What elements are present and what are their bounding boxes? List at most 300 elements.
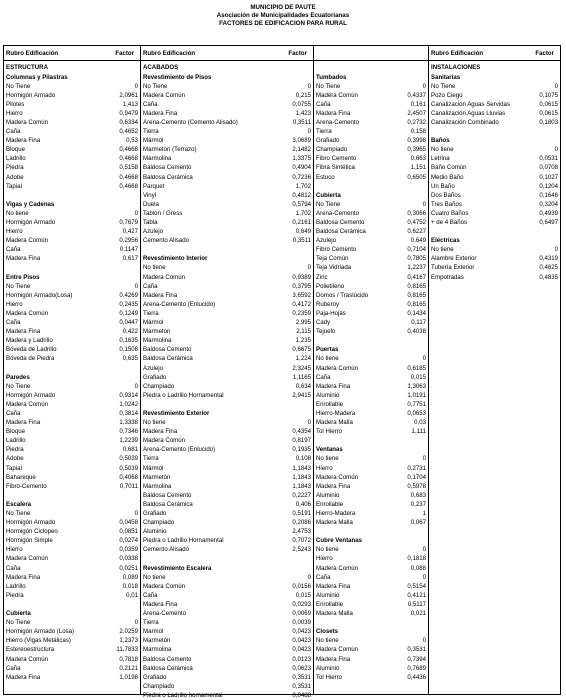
item-name: Madera Fina (6, 328, 41, 336)
table-row (143, 282, 311, 291)
table-row (6, 327, 138, 336)
item-factor: 0,237 (410, 500, 426, 508)
item-factor: 2,0961 (119, 91, 138, 99)
item-name: Madera Malla (316, 419, 353, 427)
table-row (316, 382, 426, 391)
item-name: Canalización Aguas Servidas (431, 100, 510, 108)
item-name: Tol Hierro (316, 428, 343, 436)
item-name: Estereoestructura (6, 646, 55, 654)
item-name: Marmolina (143, 155, 172, 163)
section-title: Sanitarias (431, 73, 461, 81)
item-name: Teja Común (316, 255, 349, 263)
item-factor: 0,635 (122, 355, 138, 363)
table-row (6, 454, 138, 463)
table-row (6, 136, 138, 145)
table-row (316, 254, 426, 263)
item-name: Azulejo (316, 237, 336, 245)
section-spacer (431, 227, 558, 236)
item-factor: 0,8165 (407, 282, 426, 290)
item-factor: 0,3511 (292, 118, 311, 126)
table-row (6, 664, 138, 673)
item-factor: 1,3338 (119, 419, 138, 427)
item-name: Caña (143, 282, 158, 290)
section-spacer (316, 618, 426, 627)
item-factor: 0,9389 (292, 273, 311, 281)
item-name: Madera Común (6, 655, 48, 663)
item-factor: 0,4904 (292, 164, 311, 172)
section-spacer (316, 182, 426, 191)
item-factor: 0,406 (295, 500, 311, 508)
table-row (6, 627, 138, 636)
table-row (143, 582, 311, 591)
table-row (6, 300, 138, 309)
item-name: Madera Común (316, 564, 358, 572)
table-row (6, 518, 138, 527)
item-name: Aluminio (316, 491, 340, 499)
item-factor: 0,5039 (119, 464, 138, 472)
item-factor: 0,1075 (539, 91, 558, 99)
table-row (316, 236, 426, 245)
item-name: Baldosa Cemento (143, 491, 192, 499)
table-row (143, 100, 311, 109)
item-name: Bloque (6, 428, 25, 436)
item-factor: 0,634 (295, 382, 311, 390)
table-row (143, 200, 311, 209)
item-name: Bóveda de Ladrillo (6, 346, 57, 354)
table-row (6, 618, 138, 627)
item-name: Madera Malla (316, 610, 353, 618)
item-name: Champiado (143, 682, 175, 690)
item-factor: 0,649 (295, 228, 311, 236)
table-row (316, 200, 426, 209)
table-row (143, 573, 311, 582)
table-row (143, 464, 311, 473)
table-row (6, 82, 138, 91)
item-factor: 0,7104 (407, 246, 426, 254)
table-row (316, 318, 426, 327)
table-row (316, 655, 426, 664)
column-estructura (4, 46, 141, 694)
table-row (6, 118, 138, 127)
item-name: Champiado (143, 519, 175, 527)
item-factor: 1,3063 (407, 382, 426, 390)
table-row (316, 118, 426, 127)
item-factor: 0,018 (122, 582, 138, 590)
item-name: Ruberoy (316, 300, 340, 308)
section-spacer (6, 364, 138, 373)
item-name: Baldosa Cerámica (316, 228, 366, 236)
table-row (6, 127, 138, 136)
item-name: Hormigón Armado (6, 391, 56, 399)
table-row (316, 300, 426, 309)
table-row (431, 109, 558, 118)
table-row (143, 527, 311, 536)
table-row (6, 673, 138, 682)
item-factor: 0,1027 (539, 173, 558, 181)
table-row (143, 91, 311, 100)
item-factor: 0,4652 (119, 128, 138, 136)
table-row (6, 354, 138, 363)
item-name: Tres Baños (431, 200, 462, 208)
table-row (143, 209, 311, 218)
table-row (6, 436, 138, 445)
item-name: Marmolina (143, 482, 172, 490)
section-spacer (143, 554, 311, 563)
table-row (316, 582, 426, 591)
table-row (316, 473, 426, 482)
item-factor: 0,1635 (119, 337, 138, 345)
item-name: Marmolina (143, 337, 172, 345)
item-name: Tapial (6, 464, 22, 472)
item-name: Aluminio (316, 664, 340, 672)
table-row (6, 645, 138, 654)
item-name: Madera y Ladrillo (6, 337, 53, 345)
item-factor: 0,7818 (119, 655, 138, 663)
item-factor: 0 (422, 455, 426, 463)
table-row (316, 454, 426, 463)
item-factor: 1,702 (295, 182, 311, 190)
item-name: Azulejo (143, 364, 163, 372)
item-name: Teja Vidriada (316, 264, 352, 272)
table-row (143, 482, 311, 491)
item-factor: 0,1249 (119, 309, 138, 317)
table-row (143, 163, 311, 172)
item-name: Madera Común (143, 91, 185, 99)
table-row (316, 163, 426, 172)
item-name: Madera Fina (6, 573, 41, 581)
item-factor: 0 (134, 382, 138, 390)
table-row (431, 173, 558, 182)
item-factor: 0 (422, 355, 426, 363)
item-factor: 0,0458 (119, 519, 138, 527)
item-name: Arena-Cemento (Cemento Alisado) (143, 118, 238, 126)
section-spacer (6, 191, 138, 200)
item-name: Madera Común (143, 437, 185, 445)
item-name: Tapial (6, 182, 22, 190)
table-row (431, 182, 558, 191)
item-name: No tiene (431, 246, 454, 254)
item-factor: 0,5158 (119, 164, 138, 172)
table-row (316, 273, 426, 282)
column-header (4, 46, 140, 61)
table-row (6, 482, 138, 491)
column-body (141, 61, 313, 700)
item-factor: 0,015 (410, 373, 426, 381)
item-name: Hormigón Armado (Losa) (6, 628, 75, 636)
table-row (316, 409, 426, 418)
item-factor: 0,4625 (539, 264, 558, 272)
item-name: Baldosa Cemento (143, 164, 192, 172)
item-factor: 0,3795 (292, 282, 311, 290)
table-row (6, 182, 138, 191)
item-factor: 0,3998 (407, 137, 426, 145)
table-row (316, 518, 426, 527)
item-factor: 2,1482 (292, 146, 311, 154)
item-name: Caña (6, 564, 21, 572)
table-row (6, 218, 138, 227)
table-row (6, 245, 138, 254)
item-name: Madera Fina (316, 582, 351, 590)
table-row (143, 673, 311, 682)
table-row (316, 418, 426, 427)
section-title: Columnas y Pilastras (6, 73, 68, 81)
item-name: Ladrillo (6, 437, 26, 445)
item-factor: 0,0423 (292, 637, 311, 645)
item-name: Bloque (6, 146, 25, 154)
table-row (316, 673, 426, 682)
item-name: Piedra o Ladrillo hornamental (143, 691, 223, 699)
item-name: Tol Hierro (316, 673, 343, 681)
item-name: Caña (6, 319, 21, 327)
item-factor: 0,427 (122, 228, 138, 236)
item-name: Letrina (431, 155, 450, 163)
item-name: Polietileno (316, 282, 345, 290)
section-title: Cubierta (316, 191, 341, 199)
item-name: Hierro-Madera (316, 510, 356, 517)
table-row (143, 336, 311, 345)
table-row (143, 145, 311, 154)
table-row (143, 418, 311, 427)
table-row (143, 600, 311, 609)
column-header-label: Rubro Edificación (431, 49, 484, 57)
table-row (316, 591, 426, 600)
item-name: Cady (316, 319, 331, 327)
table-row (6, 655, 138, 664)
item-factor: 1,0198 (119, 673, 138, 681)
item-name: Alambre Exterior (431, 255, 477, 263)
item-factor: 0,3204 (539, 200, 558, 208)
item-name: Hormigón Armado (6, 219, 56, 226)
item-name: No Tiene (316, 82, 341, 90)
item-name: Baldosa Cerámica (143, 173, 193, 181)
item-factor: 1,151 (410, 164, 426, 172)
item-factor: 2,4753 (292, 528, 311, 536)
factors-table (3, 45, 561, 699)
item-factor: 0,0293 (292, 600, 311, 608)
item-factor: 0,7346 (119, 428, 138, 436)
table-row (316, 91, 426, 100)
item-name: No tiene (143, 264, 166, 272)
table-row (6, 154, 138, 163)
table-row (143, 545, 311, 554)
item-factor: 0 (554, 82, 558, 90)
item-factor: 0,3511 (292, 237, 311, 245)
table-row (143, 273, 311, 282)
section-title: Ventanas (316, 446, 343, 454)
table-row (431, 218, 558, 227)
item-name: Marmolina (143, 646, 172, 654)
table-row (316, 645, 426, 654)
item-factor: 0,4668 (119, 155, 138, 163)
table-row (316, 564, 426, 573)
item-name: Grafiado (143, 373, 167, 381)
item-name: Hierro (6, 228, 23, 236)
item-name: Piedra o Ladrillo Hornamental (143, 537, 224, 545)
item-factor: 0,158 (410, 128, 426, 136)
item-factor: 0,617 (122, 255, 138, 263)
item-factor: 0,0274 (119, 537, 138, 545)
table-row (431, 273, 558, 282)
item-factor: 0,5117 (407, 600, 426, 608)
item-factor: 0,5039 (119, 455, 138, 463)
item-name: Madera Común (143, 582, 185, 590)
table-row (6, 309, 138, 318)
item-factor: 0,0447 (119, 319, 138, 327)
table-row (6, 391, 138, 400)
item-name: Hormigón Simple (6, 537, 53, 545)
table-row (143, 354, 311, 363)
table-row (143, 536, 311, 545)
item-name: Grafiado (143, 510, 167, 517)
table-row (143, 500, 311, 509)
item-factor: 0,0851 (119, 528, 138, 536)
item-name: Madera Común (6, 118, 48, 126)
item-name: Champiado (143, 382, 175, 390)
document-header (0, 0, 566, 28)
table-row (6, 464, 138, 473)
item-factor: 0,4835 (539, 273, 558, 281)
item-name: Hormigón Armado(Losa) (6, 291, 73, 299)
table-row (316, 209, 426, 218)
table-row (143, 491, 311, 500)
category-title (316, 63, 426, 73)
table-row (6, 209, 138, 218)
table-row (431, 163, 558, 172)
item-name: Baldosa Cerámica (143, 500, 193, 508)
table-row (6, 109, 138, 118)
table-row (143, 127, 311, 136)
item-name: Zinc (316, 273, 328, 281)
item-factor: 0,7805 (407, 255, 426, 263)
table-row (316, 227, 426, 236)
table-row (316, 600, 426, 609)
table-row (316, 500, 426, 509)
item-name: No tiene (6, 209, 29, 217)
item-factor: 0 (134, 619, 138, 627)
column-header-label: Rubro Edificación (143, 49, 196, 57)
item-factor: 1,235 (295, 337, 311, 345)
item-factor: 0,088 (410, 564, 426, 572)
table-row (143, 118, 311, 127)
table-row (431, 154, 558, 163)
header-line-2: Asociación de Municipalidades Ecuatorianas (216, 12, 350, 19)
item-factor: 0,3066 (407, 209, 426, 217)
table-row (6, 336, 138, 345)
section-title: Puertas (316, 346, 339, 354)
item-factor: 0,4354 (292, 428, 311, 436)
section-title: Paredes (6, 373, 30, 381)
item-factor: 0,0123 (292, 655, 311, 663)
section-title: Closets (316, 628, 339, 636)
table-row (143, 82, 311, 91)
item-factor: 0,0653 (407, 409, 426, 417)
item-factor: 0,4939 (539, 209, 558, 217)
item-factor: 0,7689 (407, 664, 426, 672)
category-title: INSTALACIONES (431, 64, 481, 71)
item-factor: 0,03 (414, 419, 426, 427)
table-row (6, 573, 138, 582)
item-name: Champiado (316, 146, 348, 154)
section-title: Cubre Ventanas (316, 537, 363, 545)
item-name: Marmetón (143, 473, 171, 481)
table-row (316, 491, 426, 500)
item-factor: 0,3965 (407, 146, 426, 154)
table-row (316, 573, 426, 582)
section-spacer (143, 245, 311, 254)
table-row (431, 118, 558, 127)
table-row (143, 182, 311, 191)
item-factor: 0,663 (410, 155, 426, 163)
section-spacer (316, 436, 426, 445)
item-factor: 0,1818 (407, 555, 426, 563)
category-title: ESTRUCTURA (6, 64, 48, 71)
item-name: Hormigón Ciclopeo (6, 528, 58, 536)
item-name: Pilotes (6, 100, 25, 108)
table-row (6, 591, 138, 600)
table-row (431, 200, 558, 209)
section-title: Revestimiento Exterior (143, 409, 210, 417)
header-line-1: MUNICIPIO DE PAUTE (250, 4, 316, 11)
section-title: Eléctricas (431, 237, 460, 245)
table-row (143, 609, 311, 618)
table-row (431, 209, 558, 218)
item-factor: 0,8197 (292, 437, 311, 445)
item-name: Madera Común (316, 91, 358, 99)
table-row (143, 436, 311, 445)
item-factor: 0,6505 (407, 173, 426, 181)
item-name: Baño Común (431, 164, 467, 172)
section-spacer (143, 400, 311, 409)
table-row (316, 664, 426, 673)
item-factor: 0 (422, 82, 426, 90)
item-factor: 0,5978 (407, 482, 426, 490)
item-factor: 1,1843 (292, 473, 311, 481)
item-factor: 0 (307, 128, 311, 136)
table-row (143, 509, 311, 518)
item-name: Medio Baño (431, 173, 464, 181)
item-name: Aluminio (316, 591, 340, 599)
table-row (316, 364, 426, 373)
item-name: No tiene (316, 355, 339, 363)
item-factor: 0,2732 (407, 118, 426, 126)
item-factor: 0,7751 (407, 400, 426, 408)
item-factor: 0,1508 (119, 346, 138, 354)
item-factor: 2,4507 (407, 109, 426, 117)
column-header (429, 46, 560, 61)
item-name: Madera Fina (316, 482, 351, 490)
table-row (6, 636, 138, 645)
item-name: No Tiene (6, 619, 31, 627)
item-factor: 0,422 (122, 328, 138, 336)
table-row (6, 345, 138, 354)
item-factor: 0,3531 (292, 673, 311, 681)
item-factor: 1,0242 (119, 400, 138, 408)
item-factor: 1,702 (295, 209, 311, 217)
item-factor: 0,215 (295, 91, 311, 99)
item-factor: 11,7833 (116, 646, 138, 654)
item-name: No tiene (143, 573, 166, 581)
item-factor: 1,1843 (292, 464, 311, 472)
table-row (431, 245, 558, 254)
item-factor: 2,3245 (292, 364, 311, 372)
item-factor: 0 (554, 246, 558, 254)
item-factor: 0,649 (410, 237, 426, 245)
item-factor: 0,0615 (539, 100, 558, 108)
section-spacer (6, 263, 138, 272)
table-row (316, 327, 426, 336)
item-name: No Tiene (431, 82, 456, 90)
item-factor: 0 (554, 146, 558, 154)
